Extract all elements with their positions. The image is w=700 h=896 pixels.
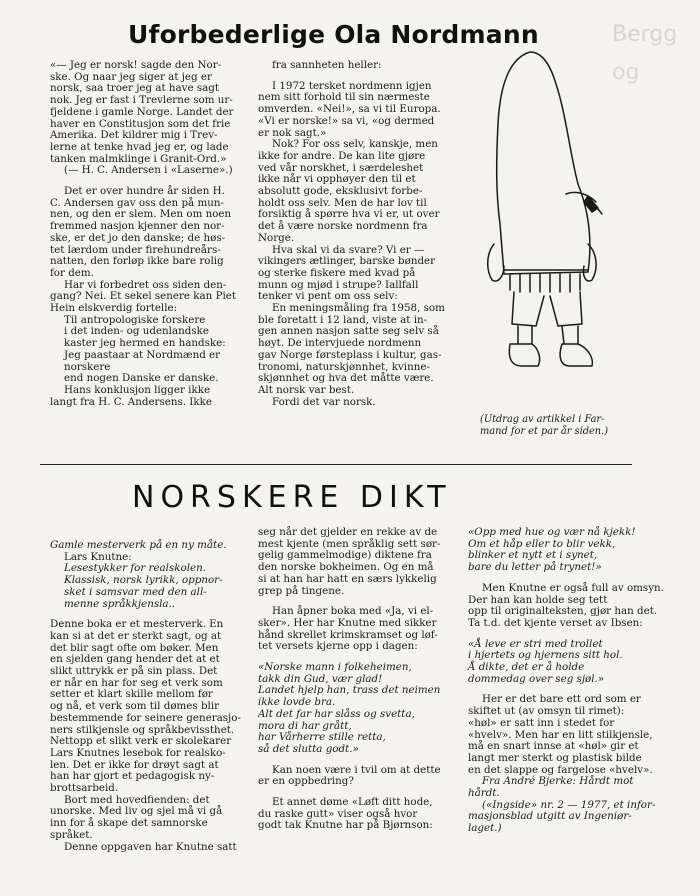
- text-line: seg når det gjelder en rekke av de: [258, 526, 438, 538]
- text-line: Men Knutne er også full av omsyn.: [482, 581, 664, 594]
- text-line: nok. Jeg er fast i Trevlerne som ur-: [50, 94, 233, 107]
- text-line: En meningsmåling fra 1958, som: [272, 302, 445, 315]
- text-line: munn og mjød i strupe? Iallfall: [258, 278, 419, 291]
- text-line: nen, og den er slem. Men om noen: [50, 208, 232, 221]
- text-line: Alt det far har slåss og svetta,: [258, 707, 415, 720]
- caption-line: mand for et par år siden.): [480, 426, 609, 437]
- text-line: må en snart innse at «høl» gir et: [468, 740, 639, 753]
- text-line: ners stilkjensle og språkbevissthet.: [50, 723, 235, 736]
- text-line: ikke når vi opphøyer den til et: [258, 173, 416, 186]
- text-line: Alt norsk var best.: [258, 383, 355, 396]
- text-line: nem sitt forhold til sin nærmeste: [258, 91, 430, 104]
- text-line: ske, er det jo den danske; de høs-: [50, 231, 226, 244]
- text-line: fremmed nasjon kjenner den nor-: [50, 220, 225, 233]
- text-line: tanken malmklinge i Granit-Ord.»: [50, 152, 227, 165]
- text-line: mest kjente (men språklig sett sør-: [258, 537, 441, 550]
- text-line: gen annen nasjon satte seg selv så: [258, 325, 439, 338]
- text-line: langt mer sterkt og plastisk bilde: [468, 751, 642, 764]
- bleed-through-text: og: [612, 60, 640, 85]
- text-line: Ta t.d. det kjente verset av Ibsen:: [468, 616, 643, 629]
- text-line: (— H. C. Andersen i «Laserne».): [64, 164, 233, 177]
- text-line: Her er det bare ett ord som er: [482, 693, 641, 706]
- text-line: end nogen Danske er danske.: [64, 372, 219, 385]
- article-column-1: [50, 540, 250, 853]
- text-line: unorske. Med liv og sjel må vi gå: [50, 805, 223, 818]
- text-line: Gamle mesterverk på en ny måte.: [50, 539, 227, 551]
- text-line: vikingers ætlinger, barske bønder: [258, 255, 436, 268]
- text-line: skjønnhet og hva det måtte være.: [258, 372, 434, 385]
- article-title: NORSKERE DIKT: [132, 480, 452, 515]
- text-line: absolutt gode, eksklusivt forbe-: [258, 185, 423, 198]
- text-line: Om et håp eller to blir vekk,: [468, 537, 616, 550]
- text-line: holdt oss selv. Men de har lov til: [258, 196, 427, 209]
- text-line: ske. Og naar jeg siger at jeg er: [50, 70, 212, 83]
- text-line: så det slutta godt.»: [258, 742, 359, 755]
- article-column-3: [468, 527, 664, 835]
- text-line: hårdt.: [468, 787, 500, 800]
- text-line: Hans konklusjon ligger ikke: [64, 383, 211, 396]
- text-line: Klassisk, norsk lyrikk, oppnor-: [64, 574, 223, 587]
- text-line: Han åpner boka med «Ja, vi el-: [272, 605, 434, 618]
- text-line: Norge.: [258, 231, 295, 244]
- text-line: Fordi det var norsk.: [272, 395, 376, 408]
- text-line: slikt uttrykk er på sin plass. Det: [50, 665, 218, 678]
- text-line: tronomi, naturskjønnhet, kvinne-: [258, 360, 430, 373]
- text-line: Hva skal vi da svare? Vi er —: [272, 243, 425, 256]
- text-line: Lesestykker for realskolen.: [64, 562, 206, 575]
- text-line: «høl» er satt inn i stedet for: [468, 716, 615, 729]
- text-line: Fra André Bjerke: Hårdt mot: [482, 775, 634, 788]
- text-line: grep på tingene.: [258, 584, 345, 597]
- text-line: len. Det er ikke for drøyt sagt at: [50, 758, 219, 771]
- text-line: språket.: [50, 828, 93, 841]
- gnome-illustration: [470, 44, 630, 384]
- text-line: Kan noen være i tvil om at dette: [272, 763, 441, 776]
- text-line: «Norske mann i folkeheimen,: [258, 661, 412, 674]
- text-line: («Ingside» nr. 2 — 1977, et infor-: [482, 798, 656, 811]
- text-line: takk din Gud, vær glad!: [258, 672, 383, 685]
- text-line: norsk, saa troer jeg at have sagt: [50, 82, 220, 95]
- text-line: C. Andersen gav oss den på mun-: [50, 196, 224, 209]
- text-line: fjeldene i gamle Norge. Landet der: [50, 105, 234, 118]
- article-column-2: [258, 60, 464, 408]
- text-line: en sjelden gang hender det at et: [50, 653, 220, 666]
- text-line: bestemmende for seinere generasjo-: [50, 711, 241, 724]
- text-line: for dem.: [50, 266, 94, 279]
- text-line: gang? Nei. Et sekel senere kan Piet: [50, 290, 237, 303]
- text-line: setter et klart skille mellom før: [50, 688, 213, 701]
- text-line: Et annet døme «Løft ditt hode,: [272, 796, 433, 809]
- text-line: blinker et nytt et i synet,: [468, 549, 598, 562]
- text-line: i det inden- og udenlandske: [64, 325, 209, 338]
- text-line: fra sannheten heller:: [272, 59, 382, 71]
- text-line: det å være norske nordmenn fra: [258, 220, 428, 233]
- text-line: ved vår norskhet, i særdeleshet: [258, 161, 424, 174]
- text-line: laget.): [468, 822, 502, 835]
- text-line: og sterke fiskere med kvad på: [258, 266, 416, 279]
- text-line: lerne at tenke hvad jeg er, og lade: [50, 140, 229, 153]
- text-line: opp til originalteksten, gjør han det.: [468, 605, 658, 618]
- article-title: Uforbederlige Ola Nordmann: [128, 20, 539, 49]
- illustration-caption: [480, 414, 630, 438]
- text-line: «Opp med hue og vær nå kjekk!: [468, 526, 636, 538]
- text-line: høyt. De intervjuede nordmenn: [258, 337, 422, 350]
- text-line: Der han kan holde seg tett: [468, 593, 608, 606]
- text-line: Bort med hovedfienden: det: [64, 793, 210, 806]
- text-line: Denne boka er et mesterverk. En: [50, 618, 224, 631]
- text-line: tenker vi pent om oss selv:: [258, 290, 398, 303]
- text-line: «— Jeg er norsk! sagde den Nor-: [50, 59, 222, 71]
- text-line: menne språkkjensla..: [64, 597, 176, 610]
- text-line: forsiktig å spørre hva vi er, ut over: [258, 208, 440, 221]
- text-line: Jeg paastaar at Nordmænd er: [64, 348, 221, 361]
- text-line: ble foretatt i 12 land, viste at in-: [258, 313, 428, 326]
- article-column-2: [258, 527, 454, 832]
- text-line: natten, den forløp ikke bare rolig: [50, 255, 224, 268]
- text-line: sker». Her har Knutne med sikker: [258, 616, 437, 629]
- text-line: sket i samsvar med den all-: [64, 585, 207, 598]
- text-line: Amerika. Det kildrer mig i Trev-: [50, 129, 218, 142]
- text-line: «Å leve er stri med trollet: [468, 637, 603, 650]
- text-line: norskere: [64, 360, 111, 373]
- text-line: omverden. «Nei!», sa vi til Europa.: [258, 103, 441, 116]
- text-line: du raske gutt» viser også hvor: [258, 807, 418, 820]
- text-line: hånd skrellet krimskramset og løf-: [258, 628, 438, 641]
- text-line: masjonsblad utgitt av Ingeniør-: [468, 810, 632, 823]
- text-line: «Vi er norske!» sa vi, «og dermed: [258, 114, 435, 127]
- text-line: si at han har hatt en særs lykkelig: [258, 572, 437, 585]
- text-line: gelig gammelmodige) diktene fra: [258, 549, 432, 562]
- text-line: han har gjort et pedagogisk ny-: [50, 770, 215, 783]
- section-divider: [40, 464, 632, 465]
- text-line: mora di har grått,: [258, 719, 352, 732]
- text-line: Landet hjelp han, trass det neimen: [258, 684, 441, 697]
- bleed-through-text: Bergg: [612, 22, 678, 47]
- text-line: Til antropologiske forskere: [64, 313, 206, 326]
- text-line: kaster jeg hermed en handske:: [64, 337, 226, 350]
- text-line: inn for å skape det samnorske: [50, 817, 208, 830]
- text-line: det blir sagt ofte om bøker. Men: [50, 641, 219, 654]
- caption-line: (Utdrag av artikkel i Far-: [480, 414, 605, 425]
- article-column-1: [50, 60, 246, 408]
- text-line: tet lærdom under firehundreårs-: [50, 243, 221, 256]
- text-line: ikke for andre. De kan lite gjøre: [258, 149, 426, 162]
- text-line: Lars Knutne:: [64, 550, 132, 563]
- text-line: godt tak Knutne har på Bjørnson:: [258, 819, 433, 832]
- text-line: er når en har for seg et verk som: [50, 676, 223, 689]
- text-line: tet versets kjerne opp i dagen:: [258, 640, 418, 653]
- text-line: Nettopp et slikt verk er skolekarer: [50, 735, 232, 748]
- text-line: og nå, et verk som til dømes blir: [50, 700, 220, 713]
- text-line: en det slappe og fargelose «hvelv».: [468, 763, 653, 776]
- text-line: gav Norge førsteplass i kultur, gas-: [258, 348, 442, 361]
- text-line: Har vi forbedret oss siden den-: [64, 278, 227, 291]
- text-line: er en oppbedring?: [258, 775, 354, 788]
- text-line: har Vårherre stille retta,: [258, 731, 386, 744]
- text-line: Å dikte, det er å holde: [468, 661, 585, 674]
- text-line: i hjertets og hjernens sitt hol.: [468, 649, 623, 662]
- text-line: dommedag over seg sjøl.»: [468, 672, 605, 685]
- text-line: den norske bokheimen. Og en må: [258, 561, 434, 574]
- text-line: Lars Knutnes lesebok for realsko-: [50, 746, 226, 759]
- text-line: «hvelv». Men har en litt stilkjensle,: [468, 728, 653, 741]
- text-line: langt fra H. C. Andersens. Ikke: [50, 395, 212, 408]
- text-line: skiftet ut (av omsyn til rimet):: [468, 705, 625, 718]
- text-line: ikke lovde bra.: [258, 696, 336, 709]
- text-line: Denne oppgaven har Knutne satt: [64, 840, 237, 853]
- text-line: brottsarbeid.: [50, 782, 119, 795]
- text-line: I 1972 tersket nordmenn igjen: [272, 79, 432, 92]
- text-line: Nok? For oss selv, kanskje, men: [272, 138, 438, 151]
- text-line: kan si at det er sterkt sagt, og at: [50, 629, 222, 642]
- text-line: er nok sagt.»: [258, 126, 327, 139]
- text-line: bare du letter på trynet!»: [468, 561, 602, 574]
- text-line: haver en Constitusjon som det frie: [50, 117, 231, 130]
- text-line: Det er over hundre år siden H.: [64, 185, 225, 198]
- text-line: Hein elskverdig fortelle:: [50, 302, 178, 315]
